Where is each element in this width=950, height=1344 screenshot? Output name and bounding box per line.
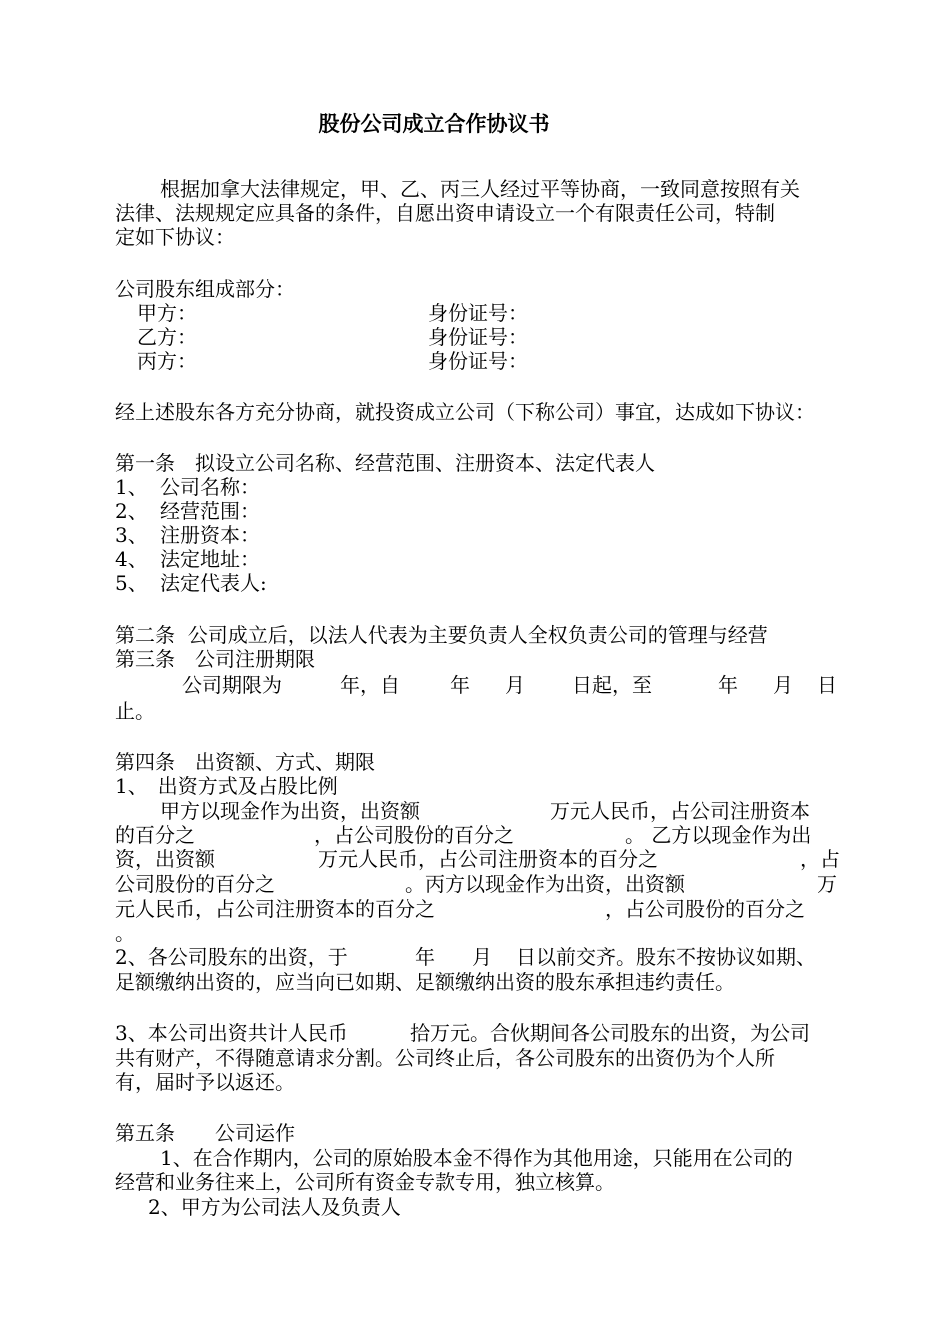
capital-line4-b: 。丙方以现金作为出资，出资额 — [405, 872, 685, 896]
capital-line3-c: ，占 — [800, 847, 840, 871]
total-line2: 共有财产，不得随意请求分割。公司终止后，各公司股东的出资仍为个人所 — [115, 1046, 775, 1070]
article1-item5-text: 法定代表人: — [160, 571, 267, 595]
article5-heading: 第五条 公司运作 — [115, 1121, 295, 1145]
capital-line4-c: 万 — [817, 872, 837, 896]
article1-item4-num: 4、 — [115, 547, 148, 571]
article1-item3-text: 注册资本： — [160, 523, 260, 547]
article1-item1-text: 公司名称： — [160, 475, 260, 499]
total-line1-a: 3、本公司出资共计人民币 — [115, 1021, 348, 1045]
total-line3: 有，届时予以返还。 — [115, 1070, 295, 1094]
payment-line1-a: 2、各公司股东的出资，于 — [115, 945, 348, 969]
preamble: 经上述股东各方充分协商，就投资成立公司（下称公司）事宜，达成如下协议： — [115, 400, 815, 424]
article4-heading: 第四条 出资额、方式、期限 — [115, 750, 375, 774]
party-c-id-label: 身份证号： — [428, 349, 528, 373]
capital-line3-a: 资，出资额 — [115, 847, 215, 871]
party-a-label: 甲方： — [137, 301, 197, 325]
term-end-year: 年 — [718, 673, 738, 697]
payment-line1-b: 日以前交齐。股东不按协议如期、 — [516, 945, 816, 969]
document-title: 股份公司成立合作协议书 — [318, 112, 550, 136]
term-years-from: 年，自 — [340, 673, 400, 697]
article1-item2-num: 2、 — [115, 499, 148, 523]
party-b-label: 乙方： — [137, 325, 197, 349]
capital-line5-b: ，占公司股份的百分之 — [605, 897, 805, 921]
term-start-day-to: 日起，至 — [572, 673, 652, 697]
intro-line-1: 根据加拿大法律规定，甲、乙、丙三人经过平等协商，一致同意按照有关 — [160, 177, 800, 201]
total-line1-b: 拾万元。合伙期间各公司股东的出资，为公司 — [410, 1021, 810, 1045]
term-label: 公司期限为 — [182, 673, 282, 697]
intro-line-3: 定如下协议： — [115, 225, 235, 249]
party-c-label: 丙方： — [137, 349, 197, 373]
term-start-month: 月 — [505, 673, 525, 697]
article5-item2: 2、甲方为公司法人及负责人 — [148, 1195, 401, 1219]
shareholders-heading: 公司股东组成部分： — [115, 277, 295, 301]
term-end-month: 月 — [773, 673, 793, 697]
article1-item1-num: 1、 — [115, 475, 148, 499]
article2: 第二条 公司成立后，以法人代表为主要负责人全权负责公司的管理与经营 — [115, 623, 768, 647]
capital-line2-b: ，占公司股份的百分之 — [314, 823, 514, 847]
article4-sub1: 1、 出资方式及占股比例 — [115, 774, 338, 798]
article3-heading: 第三条 公司注册期限 — [115, 647, 315, 671]
capital-line2-c: 。 乙方以现金作为出 — [625, 823, 812, 847]
article1-item3-num: 3、 — [115, 523, 148, 547]
term-end-day: 日 — [817, 673, 837, 697]
term-end-suffix: 止。 — [115, 699, 155, 723]
intro-line-2: 法律、法规规定应具备的条件，自愿出资申请设立一个有限责任公司，特制 — [115, 201, 775, 225]
capital-a-text-2: 万元人民币，占公司注册资本 — [550, 799, 810, 823]
capital-line5-a: 元人民币，占公司注册资本的百分之 — [115, 897, 435, 921]
article1-item4-text: 法定地址： — [160, 547, 260, 571]
party-a-id-label: 身份证号： — [428, 301, 528, 325]
capital-line4-a: 公司股份的百分之 — [115, 872, 275, 896]
payment-line2: 足额缴纳出资的，应当向已如期、足额缴纳出资的股东承担违约责任。 — [115, 970, 735, 994]
capital-a-text-1: 甲方以现金作为出资，出资额 — [160, 799, 420, 823]
payment-line1-year: 年 — [415, 945, 435, 969]
payment-line1-month: 月 — [472, 945, 492, 969]
capital-line2-a: 的百分之 — [115, 823, 195, 847]
capital-line3-b: 万元人民币，占公司注册资本的百分之 — [318, 847, 658, 871]
article5-para1-line1: 1、在合作期内，公司的原始股本金不得作为其他用途，只能用在公司的 — [160, 1146, 793, 1170]
party-b-id-label: 身份证号： — [428, 325, 528, 349]
capital-line6: 。 — [115, 921, 135, 945]
term-start-year: 年 — [450, 673, 470, 697]
article5-para1-line2: 经营和业务往来上，公司所有资金专款专用，独立核算。 — [115, 1170, 615, 1194]
article1-heading: 第一条 拟设立公司名称、经营范围、注册资本、法定代表人 — [115, 451, 655, 475]
article1-item2-text: 经营范围： — [160, 499, 260, 523]
article1-item5-num: 5、 — [115, 571, 148, 595]
